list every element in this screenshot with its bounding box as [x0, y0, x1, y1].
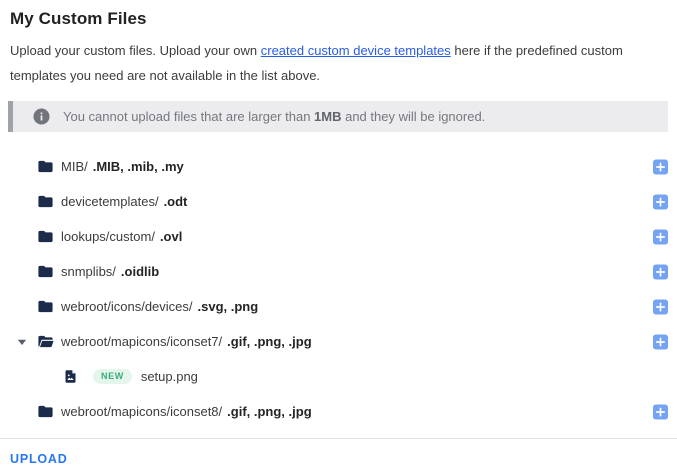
info-banner	[8, 101, 668, 132]
folder-extensions: .svg, .png	[197, 299, 259, 314]
image-file-icon	[62, 368, 79, 385]
tree-row-folder[interactable]	[0, 254, 677, 289]
folder-extensions: .MIB, .mib, .my	[92, 159, 184, 174]
add-file-button[interactable]	[653, 334, 668, 349]
file-name: setup.png	[140, 369, 198, 384]
tree-row-file[interactable]	[0, 359, 677, 394]
folder-path: webroot/icons/devices/	[61, 299, 193, 314]
description-text	[10, 38, 665, 88]
folder-icon	[37, 403, 54, 420]
tree-row-folder[interactable]	[0, 289, 677, 324]
page-title: My Custom Files	[10, 9, 147, 28]
tree-row-folder[interactable]	[0, 184, 677, 219]
folder-extensions: .gif, .png, .jpg	[227, 404, 312, 419]
folder-extensions: .ovl	[159, 229, 183, 244]
chevron-down-icon[interactable]	[17, 337, 27, 347]
tree-row-folder[interactable]	[0, 219, 677, 254]
description-before: Upload your custom files. Upload your own	[10, 43, 261, 58]
add-file-button[interactable]	[653, 264, 668, 279]
custom-device-templates-link[interactable]: created custom device templates	[260, 43, 451, 58]
new-badge: NEW	[93, 369, 132, 384]
folder-path: lookups/custom/	[61, 229, 155, 244]
footer-divider	[0, 438, 677, 439]
description-after: here if the predefined custom templates you need are not available in the list above.	[10, 43, 623, 83]
tree-row-folder[interactable]	[0, 394, 677, 429]
folder-path: snmplibs/	[61, 264, 116, 279]
folder-icon	[37, 298, 54, 315]
info-icon	[33, 108, 50, 125]
file-tree	[0, 149, 677, 429]
folder-path: webroot/mapicons/iconset8/	[61, 404, 223, 419]
folder-icon	[37, 263, 54, 280]
folder-extensions: .gif, .png, .jpg	[227, 334, 312, 349]
tree-row-folder[interactable]	[0, 324, 677, 359]
add-file-button[interactable]	[653, 229, 668, 244]
folder-icon	[37, 193, 54, 210]
banner-bold: 1MB	[314, 109, 342, 124]
add-file-button[interactable]	[653, 159, 668, 174]
folder-path: devicetemplates/	[61, 194, 159, 209]
add-file-button[interactable]	[653, 194, 668, 209]
banner-message: You cannot upload files that are larger than 1MB and they will be ignored.	[63, 109, 486, 124]
upload-button[interactable]: UPLOAD	[10, 452, 68, 466]
folder-path: webroot/mapicons/iconset7/	[61, 334, 223, 349]
folder-path: MIB/	[61, 159, 88, 174]
folder-icon	[37, 158, 54, 175]
folder-icon	[37, 228, 54, 245]
folder-extensions: .odt	[163, 194, 188, 209]
tree-row-folder[interactable]	[0, 149, 677, 184]
add-file-button[interactable]	[653, 404, 668, 419]
add-file-button[interactable]	[653, 299, 668, 314]
folder-open-icon	[37, 333, 54, 350]
folder-extensions: .oidlib	[120, 264, 160, 279]
